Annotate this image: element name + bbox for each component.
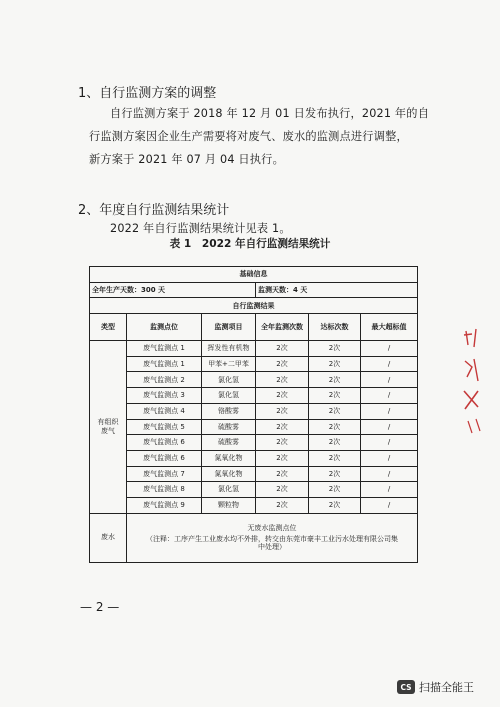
monitoring-point-cell: 废气监测点 8 (127, 482, 202, 498)
max-exceed-cell: / (361, 450, 418, 466)
pass-count-cell: 2次 (309, 403, 361, 419)
monitoring-point-cell: 废气监测点 6 (127, 435, 202, 451)
annual-count-cell: 2次 (256, 403, 309, 419)
header-type: 类型 (90, 314, 127, 341)
monitoring-item-cell: 甲苯+二甲苯 (202, 356, 256, 372)
table-row (90, 482, 418, 498)
max-exceed-cell: / (361, 482, 418, 498)
table-row (90, 450, 418, 466)
pass-count-cell: 2次 (309, 482, 361, 498)
header-pass-count: 达标次数 (309, 314, 361, 341)
monitoring-point-cell: 废气监测点 5 (127, 419, 202, 435)
annual-count-cell: 2次 (256, 466, 309, 482)
monitoring-item-cell: 铬酸雾 (202, 403, 256, 419)
annual-count-cell: 2次 (256, 388, 309, 404)
pass-count-cell: 2次 (309, 388, 361, 404)
max-exceed-cell: / (361, 403, 418, 419)
annual-count-cell: 2次 (256, 341, 309, 357)
basic-info-title: 基础信息 (90, 267, 418, 283)
table-row (90, 341, 418, 357)
table-row (90, 388, 418, 404)
table-caption: 表 1 2022 年自行监测结果统计 (169, 238, 331, 250)
annual-count-cell: 2次 (256, 435, 309, 451)
table-row (90, 403, 418, 419)
wastewater-type-cell: 废水 (90, 513, 127, 562)
section1-heading: 1、自行监测方案的调整 (78, 86, 217, 101)
monitoring-point-cell: 废气监测点 1 (127, 356, 202, 372)
monitoring-point-cell: 废气监测点 3 (127, 388, 202, 404)
monitoring-item-cell: 挥发性有机物 (202, 341, 256, 357)
header-max-exceed: 最大超标值 (361, 314, 418, 341)
table-row (90, 419, 418, 435)
wastewater-note-line3: 中处理） (258, 543, 286, 552)
section2-intro: 2022 年自行监测结果统计见表 1。 (110, 222, 291, 235)
table-row (90, 372, 418, 388)
monitoring-point-cell: 废气监测点 9 (127, 497, 202, 513)
table-row (90, 497, 418, 513)
annual-count-cell: 2次 (256, 356, 309, 372)
type-cell-organized-exhaust (90, 341, 127, 514)
wastewater-note-line2: （注释：工序产生工业废水均不外排，转交由东莞市豪丰工业污水处理有限公司集 (146, 534, 398, 543)
monitoring-item-cell: 氯化氢 (202, 388, 256, 404)
table-row (90, 435, 418, 451)
results-title: 自行监测结果 (90, 298, 418, 314)
wastewater-note-line1: 无废水监测点位 (247, 523, 297, 532)
max-exceed-cell: / (361, 435, 418, 451)
scanner-logo-icon: CS (397, 680, 415, 694)
monitoring-point-cell: 废气监测点 7 (127, 466, 202, 482)
monitoring-point-cell: 废气监测点 1 (127, 341, 202, 357)
type-label-line2: 废气 (101, 426, 115, 435)
pass-count-cell: 2次 (309, 419, 361, 435)
table-row (90, 356, 418, 372)
max-exceed-cell: / (361, 419, 418, 435)
page-number: — 2 — (80, 600, 120, 614)
wastewater-note-cell (127, 513, 418, 562)
pass-count-cell: 2次 (309, 341, 361, 357)
max-exceed-cell: / (361, 341, 418, 357)
annual-count-cell: 2次 (256, 419, 309, 435)
annual-count-cell: 2次 (256, 450, 309, 466)
annual-count-cell: 2次 (256, 482, 309, 498)
header-annual-count: 全年监测次数 (256, 314, 309, 341)
pass-count-cell: 2次 (309, 497, 361, 513)
results-table (89, 266, 418, 563)
max-exceed-cell: / (361, 388, 418, 404)
type-label-line1: 有组织 (97, 418, 119, 427)
monitoring-item-cell: 硫酸雾 (202, 435, 256, 451)
pass-count-cell: 2次 (309, 372, 361, 388)
max-exceed-cell: / (361, 466, 418, 482)
max-exceed-cell: / (361, 372, 418, 388)
annual-count-cell: 2次 (256, 497, 309, 513)
header-item: 监测项目 (202, 314, 256, 341)
max-exceed-cell: / (361, 497, 418, 513)
monitoring-item-cell: 氯化氢 (202, 482, 256, 498)
pass-count-cell: 2次 (309, 435, 361, 451)
scanner-brand-name: 扫描全能王 (419, 681, 474, 694)
monitoring-item-cell: 硫酸雾 (202, 419, 256, 435)
section1-line-1: 自行监测方案于 2018 年 12 月 01 日发布执行，2021 年的自 (110, 107, 430, 120)
monitoring-point-cell: 废气监测点 4 (127, 403, 202, 419)
annual-count-cell: 2次 (256, 372, 309, 388)
table-row (90, 466, 418, 482)
monitoring-item-cell: 颗粒物 (202, 497, 256, 513)
monitoring-item-cell: 氮氧化物 (202, 466, 256, 482)
section1-line-2: 行监测方案因企业生产需要将对废气、废水的监测点进行调整， (89, 130, 408, 143)
section2-heading: 2、年度自行监测结果统计 (78, 203, 230, 218)
header-point: 监测点位 (127, 314, 202, 341)
pass-count-cell: 2次 (309, 356, 361, 372)
section1-line-3: 新方案于 2021 年 07 月 04 日执行。 (89, 153, 284, 166)
monitoring-item-cell: 氮氧化物 (202, 450, 256, 466)
monitoring-days: 监测天数：4 天 (256, 282, 418, 298)
production-days: 全年生产天数：300 天 (90, 282, 256, 298)
margin-stamp-marks (460, 325, 486, 435)
scanner-watermark (397, 679, 474, 695)
pass-count-cell: 2次 (309, 466, 361, 482)
monitoring-point-cell: 废气监测点 2 (127, 372, 202, 388)
max-exceed-cell: / (361, 356, 418, 372)
wastewater-row (90, 513, 418, 562)
pass-count-cell: 2次 (309, 450, 361, 466)
monitoring-item-cell: 氯化氢 (202, 372, 256, 388)
monitoring-point-cell: 废气监测点 6 (127, 450, 202, 466)
